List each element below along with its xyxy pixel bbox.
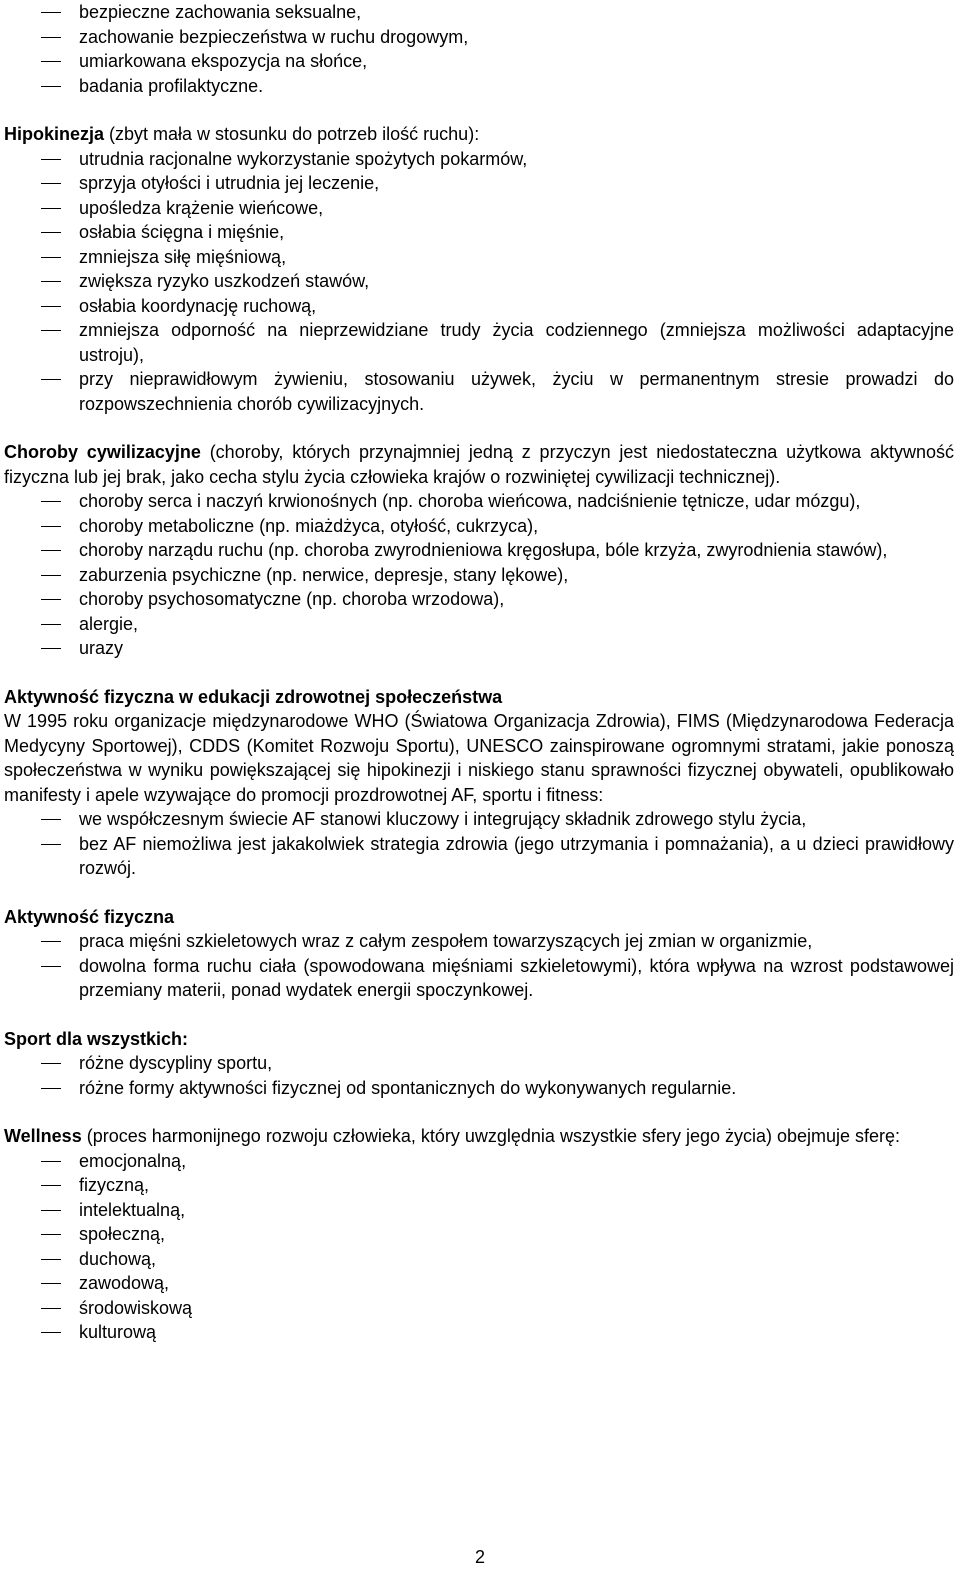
list-item: zaburzenia psychiczne (np. nerwice, depresje, stany lękowe), — [4, 563, 954, 588]
dash-bullet — [41, 966, 61, 967]
list-item: we współczesnym świecie AF stanowi kluczowy i integrujący składnik zdrowego stylu życia, — [4, 807, 954, 832]
list-item: badania profilaktyczne. — [4, 74, 954, 99]
dash-bullet — [41, 1063, 61, 1064]
dash-bullet — [41, 550, 61, 551]
dash-bullet — [41, 37, 61, 38]
list-item: upośledza krążenie wieńcowe, — [4, 196, 954, 221]
aktywnosc-heading: Aktywność fizyczna — [4, 906, 175, 927]
dash-bullet — [41, 844, 61, 845]
dash-bullet — [41, 379, 61, 380]
list-item: różne formy aktywności fizycznej od spontanicznych do wykonywanych regularnie. — [4, 1076, 954, 1101]
dash-bullet — [41, 330, 61, 331]
wellness-definition: Wellness (proces harmonijnego rozwoju człowieka, który uwzględnia wszystkie sfery jego życia) obejmuje sferę: — [4, 1126, 901, 1146]
list-item: różne dyscypliny sportu, — [4, 1051, 954, 1076]
list-item: osłabia koordynację ruchową, — [4, 294, 954, 319]
wellness-term: Wellness — [4, 1126, 82, 1146]
dash-bullet — [41, 86, 61, 87]
dash-bullet — [41, 208, 61, 209]
list-item: utrudnia racjonalne wykorzystanie spożytych pokarmów, — [4, 147, 954, 172]
hipokinezja-definition: Hipokinezja (zbyt mała w stosunku do potrzeb ilość ruchu): — [4, 124, 480, 144]
list-item: bez AF niemożliwa jest jakakolwiek strategia zdrowia (jego utrzymania i pomnażania), a u dzieci prawidłowy rozwój. — [4, 832, 954, 881]
list-item: choroby psychosomatyczne (np. choroba wrzodowa), — [4, 587, 954, 612]
hipokinezja-term: Hipokinezja — [4, 124, 105, 144]
list-item: zmniejsza odporność na nieprzewidziane trudy życia codziennego (zmniejsza możliwości adaptacyjne ustroju), — [4, 318, 954, 367]
sport-heading: Sport dla wszystkich: — [4, 1028, 189, 1049]
list-item: zwiększa ryzyko uszkodzeń stawów, — [4, 269, 954, 294]
dash-bullet — [41, 61, 61, 62]
list-item: zawodową, — [4, 1271, 954, 1296]
edukacja-heading: Aktywność fizyczna w edukacji zdrowotnej społeczeństwa — [4, 686, 503, 707]
dash-bullet — [41, 599, 61, 600]
list-item: kulturową — [4, 1320, 954, 1345]
dash-bullet — [41, 1308, 61, 1309]
sport-list — [4, 1051, 954, 1100]
dash-bullet — [41, 1185, 61, 1186]
list-item: emocjonalną, — [4, 1149, 954, 1174]
list-item: duchową, — [4, 1247, 954, 1272]
dash-bullet — [41, 1161, 61, 1162]
choroby-term: Choroby cywilizacyjne — [4, 442, 201, 462]
dash-bullet — [41, 526, 61, 527]
list-item: choroby narządu ruchu (np. choroba zwyrodnieniowa kręgosłupa, bóle krzyża, zwyrodnienia stawów), — [4, 538, 954, 563]
dash-bullet — [41, 306, 61, 307]
edukacja-paragraph: W 1995 roku organizacje międzynarodowe WHO (Światowa Organizacja Zdrowia), FIMS (Międzynarodowa Federacja Medycyny Sportowej), CDDS (Komitet Rozwoju Sportu), UNESCO zainspirowane ogromnymi stratami, jakie ponoszą społeczeństwa w wyniku powiększającej się hipokinezji i niskiego stanu sprawności fizycznej obywateli, opublikowało manifesty i apele wzywające do promocji prozdrowotnej AF, sportu i fitness: — [4, 711, 954, 805]
dash-bullet — [41, 159, 61, 160]
choroby-list — [4, 489, 954, 661]
page-number: 2 — [474, 1547, 485, 1567]
dash-bullet — [41, 1088, 61, 1089]
list-item: urazy — [4, 636, 954, 661]
dash-bullet — [41, 648, 61, 649]
dash-bullet — [41, 183, 61, 184]
dash-bullet — [41, 1234, 61, 1235]
dash-bullet — [41, 1332, 61, 1333]
dash-bullet — [41, 281, 61, 282]
dash-bullet — [41, 232, 61, 233]
list-item: społeczną, — [4, 1222, 954, 1247]
list-item: intelektualną, — [4, 1198, 954, 1223]
list-item: praca mięśni szkieletowych wraz z całym zespołem towarzyszących jej zmian w organizmie, — [4, 929, 954, 954]
list-item: osłabia ścięgna i mięśnie, — [4, 220, 954, 245]
list-item: choroby serca i naczyń krwionośnych (np. choroba wieńcowa, nadciśnienie tętnicze, udar mózgu), — [4, 489, 954, 514]
choroby-definition: Choroby cywilizacyjne (choroby, których przynajmniej jedną z przyczyn jest niedostateczna użytkowa aktywność fizyczna lub jej brak, jako cecha stylu życia człowieka krajów o rozwiniętej cywilizacji technicznej). — [4, 442, 954, 487]
dash-bullet — [41, 1210, 61, 1211]
dash-bullet — [41, 1259, 61, 1260]
list-item: sprzyja otyłości i utrudnia jej leczenie, — [4, 171, 954, 196]
wellness-list — [4, 1149, 954, 1345]
dash-bullet — [41, 624, 61, 625]
list-item: środowiskową — [4, 1296, 954, 1321]
hipokinezja-list — [4, 147, 954, 417]
list-item: przy nieprawidłowym żywieniu, stosowaniu używek, życiu w permanentnym stresie prowadzi do rozpowszechnienia chorób cywilizacyjnych. — [4, 367, 954, 416]
list-item: zachowanie bezpieczeństwa w ruchu drogowym, — [4, 25, 954, 50]
list-item: bezpieczne zachowania seksualne, — [4, 0, 954, 25]
list-item: dowolna forma ruchu ciała (spowodowana mięśniami szkieletowymi), która wpływa na wzrost podstawowej przemiany materii, ponad wydatek energii spoczynkowej. — [4, 954, 954, 1003]
intro-list — [4, 0, 954, 98]
dash-bullet — [41, 12, 61, 13]
dash-bullet — [41, 257, 61, 258]
aktywnosc-list — [4, 929, 954, 1003]
dash-bullet — [41, 575, 61, 576]
list-item: choroby metaboliczne (np. miażdżyca, otyłość, cukrzyca), — [4, 514, 954, 539]
list-item: umiarkowana ekspozycja na słońce, — [4, 49, 954, 74]
list-item: alergie, — [4, 612, 954, 637]
edukacja-list — [4, 807, 954, 881]
dash-bullet — [41, 501, 61, 502]
list-item: fizyczną, — [4, 1173, 954, 1198]
dash-bullet — [41, 1283, 61, 1284]
dash-bullet — [41, 819, 61, 820]
dash-bullet — [41, 941, 61, 942]
list-item: zmniejsza siłę mięśniową, — [4, 245, 954, 270]
